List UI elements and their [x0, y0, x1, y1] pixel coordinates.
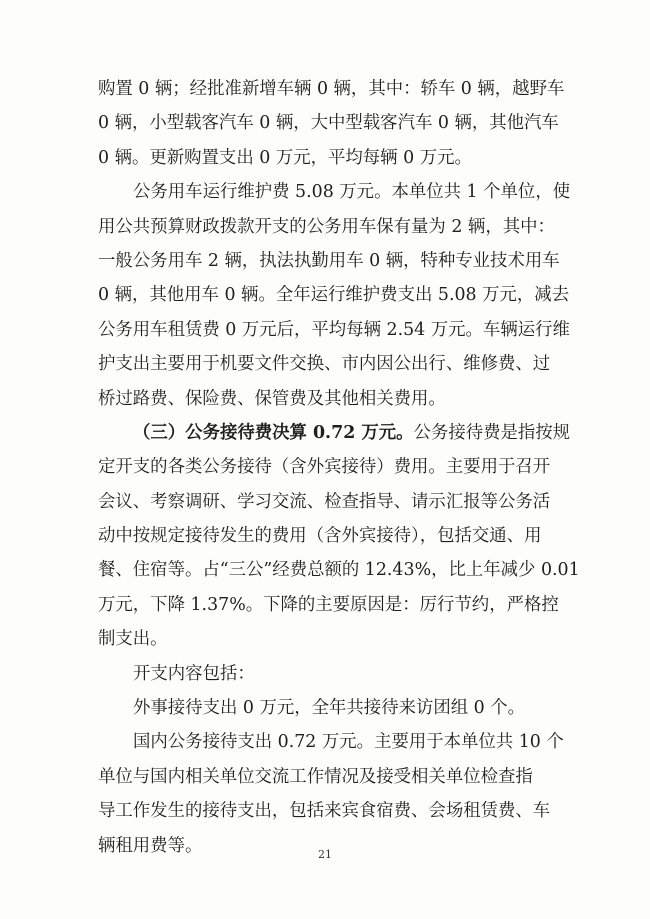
section-heading: （三）公务接待费决算 0.72 万元。 — [133, 422, 414, 443]
text-line: 一般公务用车 2 辆，执法执勤用车 0 辆，特种专业技术用车 — [98, 250, 560, 271]
text-line: 国内公务接待支出 0.72 万元。主要用于本单位共 10 个 — [133, 732, 564, 753]
text-line: 0 辆，小型载客汽车 0 辆，大中型载客汽车 0 辆，其他汽车 — [98, 113, 559, 134]
text-line: 0 辆，其他用车 0 辆。全年运行维护费支出 5.08 万元，减去 — [98, 285, 570, 306]
body-text — [98, 72, 580, 863]
text-line: 万元，下降 1.37%。下降的主要原因是：厉行节约，严格控 — [98, 594, 559, 615]
text-line: 0 辆。更新购置支出 0 万元，平均每辆 0 万元。 — [98, 147, 472, 168]
text-line: 定开支的各类公务接待（含外宾接待）费用。主要用于召开 — [98, 457, 551, 478]
text-line: 辆租用费等。 — [98, 835, 203, 856]
text-line: 餐、住宿等。占“三公”经费总额的 12.43%，比上年减少 0.01 — [98, 560, 580, 581]
text-line: 公务用车租赁费 0 万元后，平均每辆 2.54 万元。车辆运行维 — [98, 319, 570, 340]
text-line: （三）公务接待费决算 0.72 万元。公务接待费是指按规 — [133, 422, 571, 443]
text-line: 公务用车运行维护费 5.08 万元。本单位共 1 个单位，使 — [133, 182, 571, 203]
text-line: 护支出主要用于机要文件交换、市内因公出行、维修费、过 — [98, 354, 551, 375]
text-line: 单位与国内相关单位交流工作情况及接受相关单位检查指 — [98, 766, 533, 787]
text-line: 用公共预算财政拨款开支的公务用车保有量为 2 辆，其中： — [98, 216, 555, 237]
text-line: 会议、考察调研、学习交流、检查指导、请示汇报等公务活 — [98, 491, 551, 512]
text-line: 动中按规定接待发生的费用（含外宾接待），包括交通、用 — [98, 526, 542, 547]
text-line: 桥过路费、保险费、保管费及其他相关费用。 — [98, 388, 446, 409]
text-line: 制支出。 — [98, 629, 168, 650]
text-line: 导工作发生的接待支出，包括来宾食宿费、会场租赁费、车 — [98, 801, 551, 822]
page-number: 21 — [318, 848, 332, 861]
text-line: 开支内容包括： — [133, 663, 255, 684]
text-line: 外事接待支出 0 万元，全年共接待来访团组 0 个。 — [133, 698, 526, 719]
text-line: 购置 0 辆；经批准新增车辆 0 辆，其中：轿车 0 辆，越野车 — [98, 79, 565, 99]
